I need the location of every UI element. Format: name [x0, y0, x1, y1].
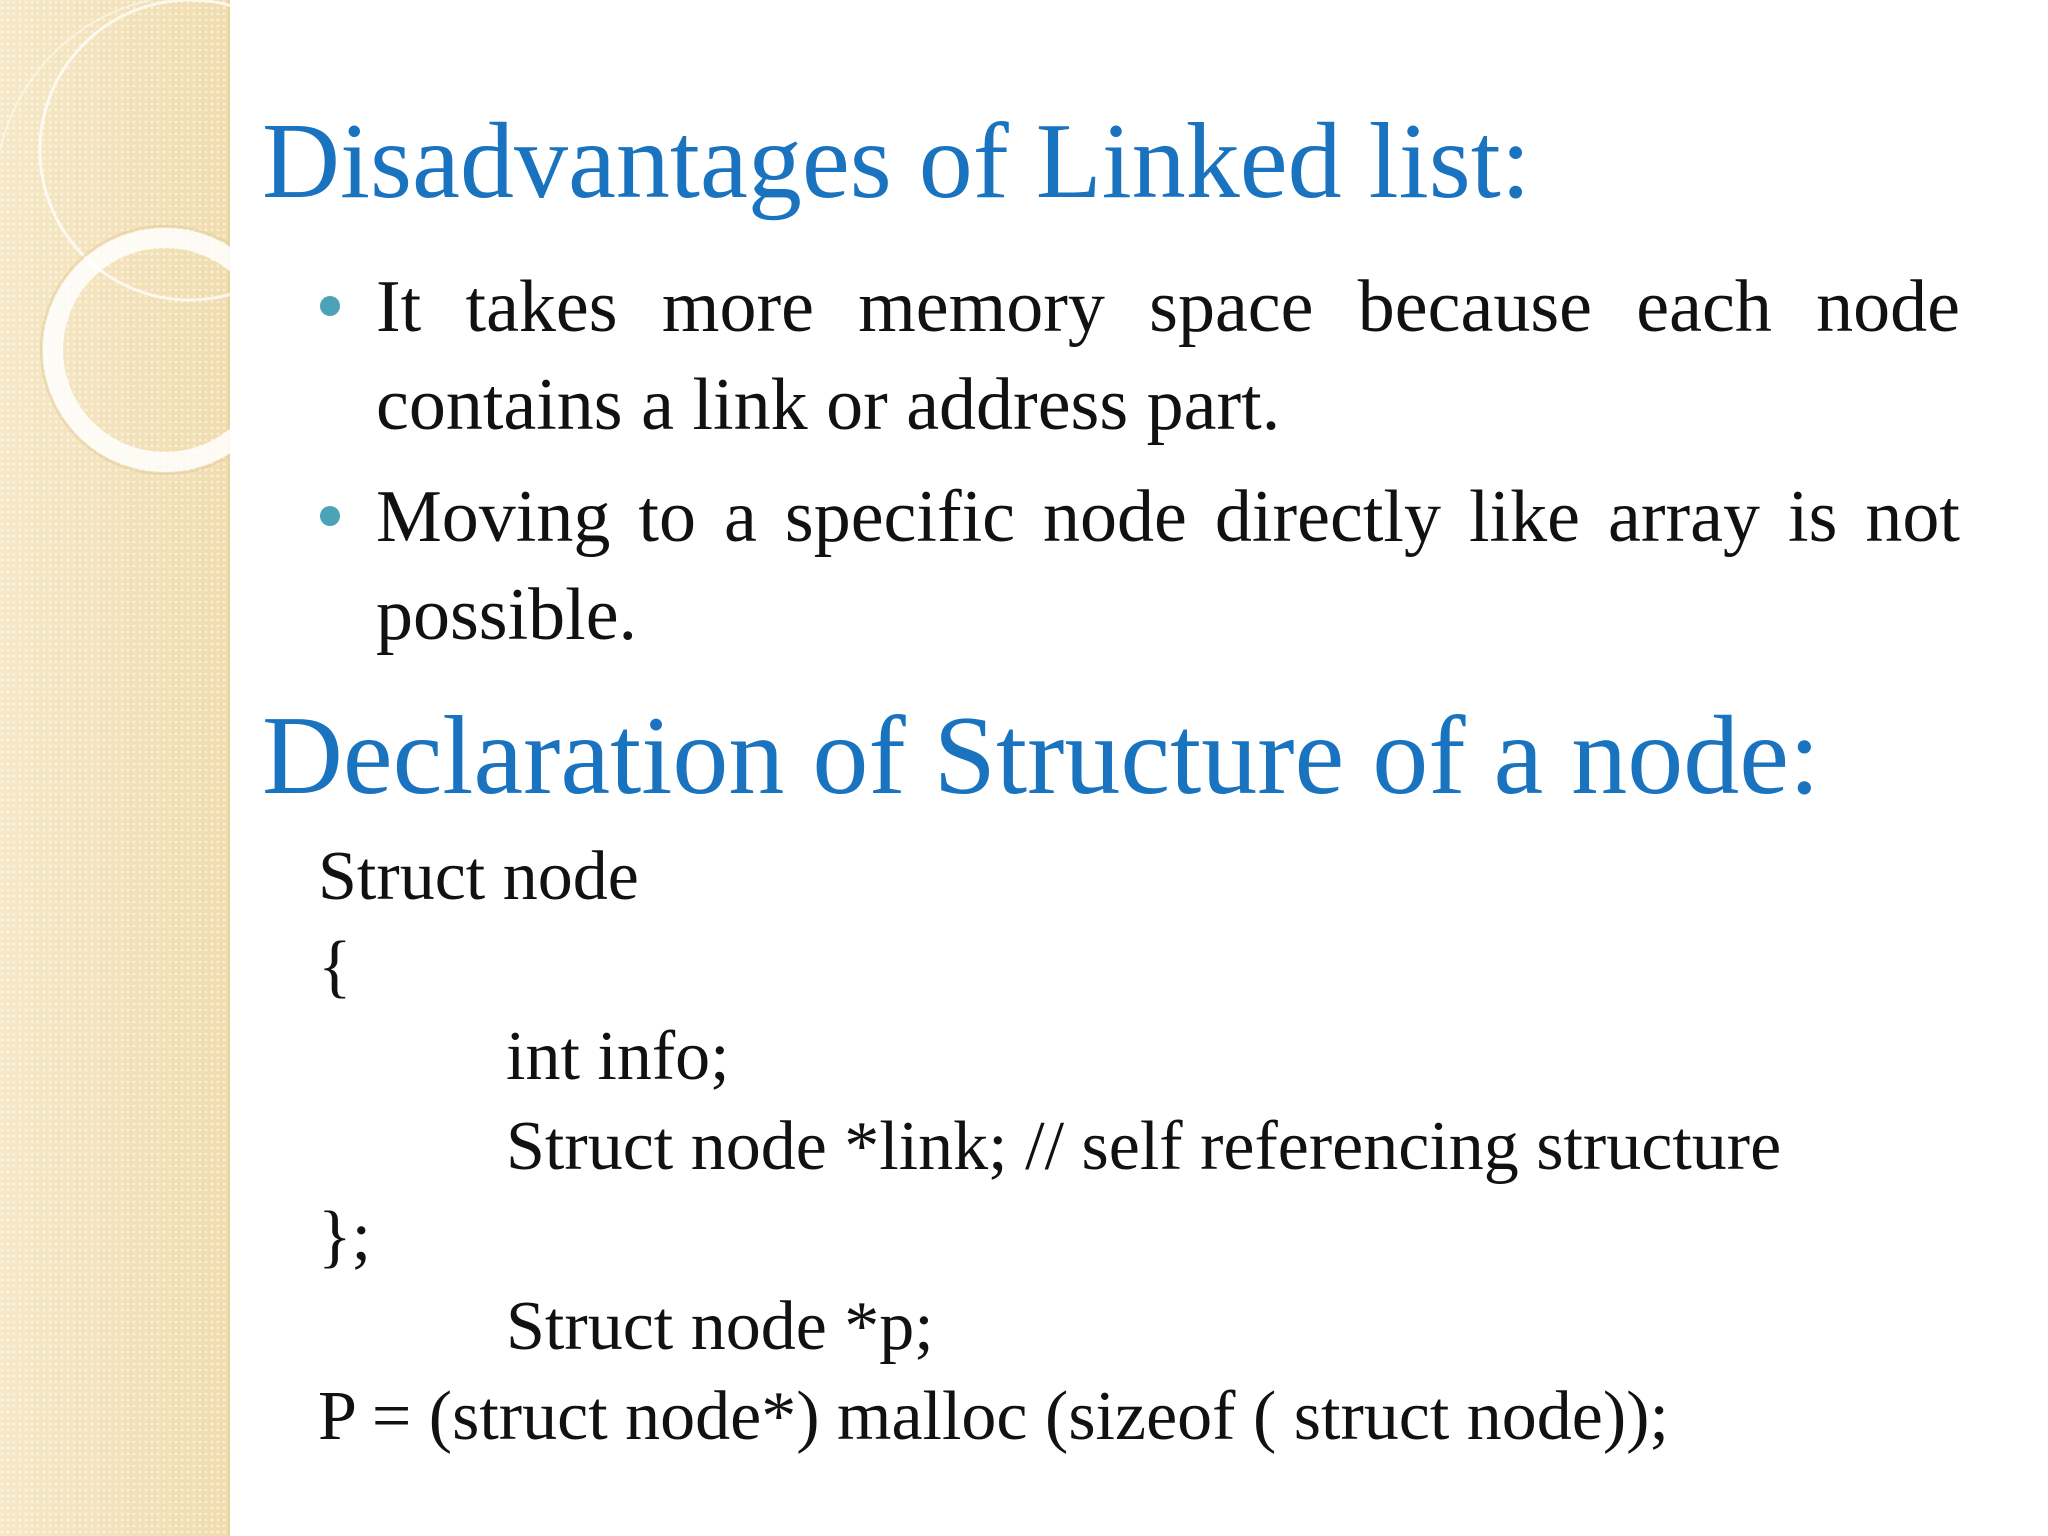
code-line: Struct node *link; // self referencing structure	[506, 1108, 1782, 1185]
bullet-item	[320, 258, 1960, 454]
bullet-icon	[320, 506, 340, 526]
decorative-rings-icon	[0, 0, 230, 520]
code-line: int info;	[506, 1018, 730, 1095]
bullet-text: Moving to a specific node directly like array is not possible.	[376, 476, 1960, 656]
code-line: };	[318, 1198, 372, 1275]
decorative-sidebar	[0, 0, 230, 1536]
code-line: Struct node	[318, 838, 639, 915]
section-heading: Declaration of Structure of a node:	[262, 694, 1821, 818]
slide-title: Disadvantages of Linked list:	[262, 102, 1531, 221]
code-line: P = (struct node*) malloc (sizeof ( struct node));	[318, 1378, 1669, 1455]
bullet-icon	[320, 296, 340, 316]
code-line: Struct node *p;	[506, 1288, 934, 1365]
bullet-item	[320, 468, 1960, 664]
code-line: {	[318, 928, 352, 1005]
bullet-text: It takes more memory space because each node contains a link or address part.	[376, 266, 1960, 446]
bullet-list	[320, 258, 1960, 678]
code-block	[318, 832, 1781, 1462]
